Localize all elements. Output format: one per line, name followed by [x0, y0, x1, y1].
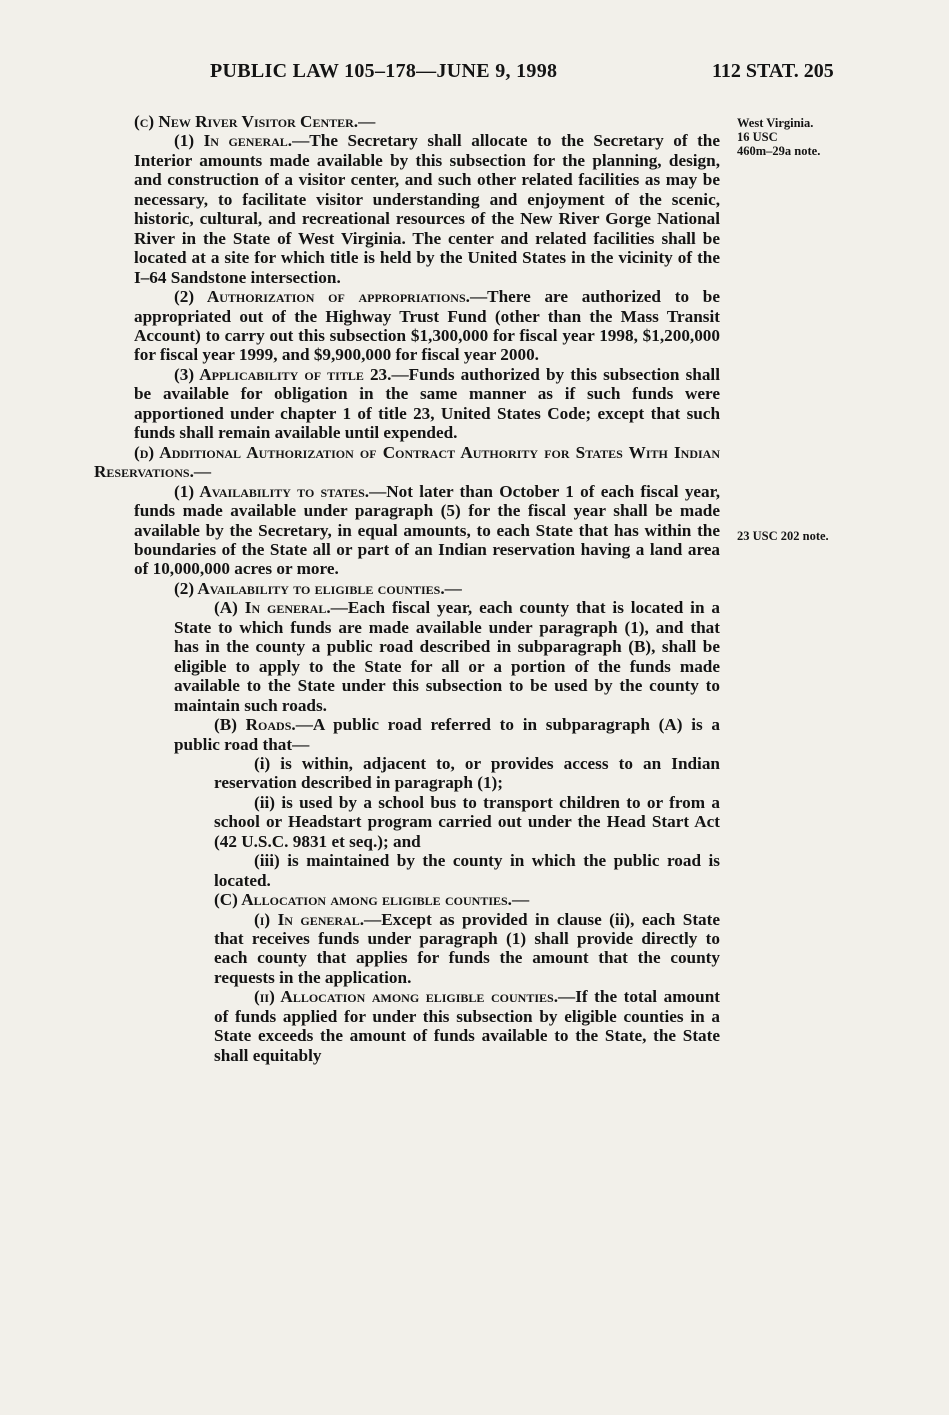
subsection-d-heading: (d) Additional Authorization of Contract Authority for States With Indian Reservations.—	[94, 442, 720, 482]
paragraph-c2: (2) Authorization of appropriations.—There are authorized to be appropriated out of the Highway Trust Fund (other than the Mass Transit Account) to carry out this subsection $1,300,000 for fiscal year 1998, $1,200,000 for fiscal year 1999, and $9,900,000 for fiscal year 2000.	[134, 287, 720, 365]
subparagraph-d2-c-heading: (C) Allocation among eligible counties.—	[214, 890, 530, 910]
clause-c-ii: (ii) Allocation among eligible counties.—If the total amount of funds applied for under this subsection by eligible counties in a State exceeds the amount of funds available to the State, the State shall equitably	[214, 987, 720, 1065]
margin-note-23-usc: 23 USC 202 note.	[737, 529, 829, 543]
subparagraph-d2-b: (B) Roads.—A public road referred to in subparagraph (A) is a public road that—	[174, 715, 720, 754]
paragraph-d2-heading: (2) Availability to eligible counties.—	[174, 578, 462, 598]
margin-note-state: West Virginia.	[737, 116, 814, 130]
margin-note-usc-16: 16 USC	[737, 130, 778, 144]
clause-b-i: (i) is within, adjacent to, or provides access to an Indian reservation described in paragraph (1);	[214, 753, 720, 793]
margin-note-usc-460: 460m–29a note.	[737, 144, 821, 158]
subparagraph-d2-a: (A) In general.—Each fiscal year, each county that is located in a State to which funds are made available under paragraph (1), and that has in the county a public road described in subparagraph (B), shall be eligible to apply to the State for all or a portion of the funds made available to the State under this subsection to be used by the county to maintain such roads.	[174, 598, 720, 715]
subsection-c-heading: (c) New River Visitor Center.—	[134, 112, 376, 131]
paragraph-c1: (1) In general.—The Secretary shall allocate to the Secretary of the Interior amounts made available by this subsection for the planning, design, and construction of a visitor center, and such other related facilities as may be necessary, to facilitate visitor understanding and enjoyment of the scenic, historic, cultural, and recreational resources of the New River Gorge National River in the State of West Virginia. The center and related facilities shall be located at a site for which title is held by the United States in the vicinity of the I–64 Sandstone intersection.	[134, 131, 720, 287]
clause-b-ii: (ii) is used by a school bus to transport children to or from a school or Headstart program carried out under the Head Start Act (42 U.S.C. 9831 et seq.); and	[214, 792, 720, 851]
clause-b-iii: (iii) is maintained by the county in which the public road is located.	[214, 851, 720, 890]
paragraph-c3: (3) Applicability of title 23.—Funds authorized by this subsection shall be available for obligation in the same manner as if such funds were apportioned under chapter 1 of title 23, United States Code; except that such funds shall remain available until expended.	[134, 364, 720, 443]
page-header	[0, 60, 949, 90]
header-stat-page: 112 STAT. 205	[712, 60, 834, 82]
clause-c-i: (i) In general.—Except as provided in clause (ii), each State that receives funds under paragraph (1) shall provide directly to each county that applies for funds the amount that the county requests in the application.	[214, 909, 720, 987]
paragraph-d1: (1) Availability to states.—Not later than October 1 of each fiscal year, funds made available under paragraph (5) for the fiscal year shall be made available by the Secretary, in equal amounts, to each State that has within the boundaries of the State all or part of an Indian reservation having a land area of 10,000,000 acres or more.	[134, 481, 720, 579]
statute-body	[94, 112, 720, 1065]
margin-note-west-virginia	[737, 116, 820, 158]
header-title: PUBLIC LAW 105–178—JUNE 9, 1998	[210, 60, 558, 82]
